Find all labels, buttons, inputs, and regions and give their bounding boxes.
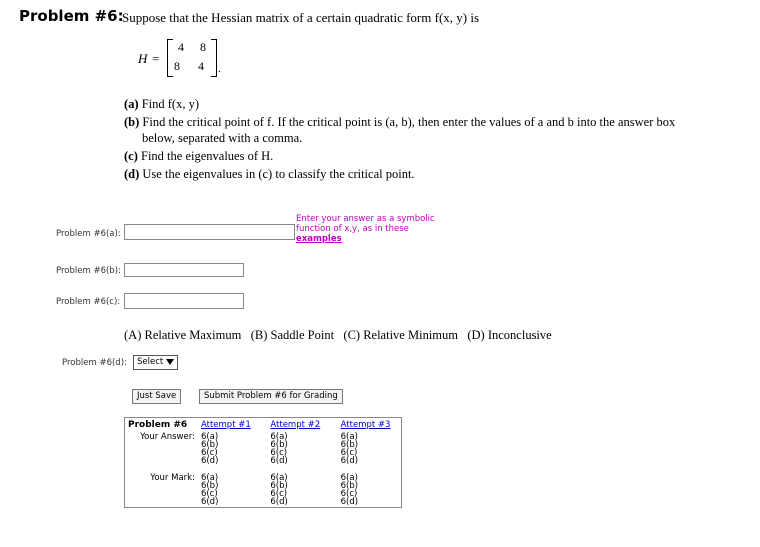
problem-parts [124,96,724,184]
answer-a-input[interactable] [124,224,295,240]
matrix-cell: 8 [200,40,206,54]
answer-b-input[interactable] [124,263,244,277]
your-answer-row [125,432,402,466]
attempt-1-link[interactable]: Attempt #1 [200,420,251,430]
select-value: Select [137,357,164,367]
part-d: (d) Use the eigenvalues in (c) to classify the critical point. [124,167,415,181]
attempts-header: Problem #6 [128,420,188,430]
answer-b-label: Problem #6(b): [56,266,121,276]
matrix-equals: = [152,51,160,66]
matrix-period: . [218,63,221,75]
classification-choices: (A) Relative Maximum (B) Saddle Point (C) Relative Minimum (D) Inconclusive [124,328,552,342]
problem-title: Problem #6: [19,7,124,25]
attempt-2-marks: 6(a) 6(b) 6(c) 6(d) [270,473,288,507]
part-c: (c) Find the eigenvalues of H. [124,149,274,163]
submit-button[interactable]: Submit Problem #6 for Grading [199,389,343,404]
left-bracket [167,39,173,77]
matrix-cell: 8 [174,59,180,73]
answer-a-label: Problem #6(a): [56,229,121,239]
your-mark-row [125,466,402,508]
answer-c-label: Problem #6(c): [56,297,121,307]
just-save-button[interactable]: Just Save [132,389,181,404]
problem-intro: Suppose that the Hessian matrix of a certain quadratic form f(x, y) is [122,10,480,25]
part-a: (a) Find f(x, y) [124,97,199,111]
chevron-down-icon [166,359,174,365]
attempt-2-link[interactable]: Attempt #2 [270,420,321,430]
part-b: (b) Find the critical point of f. If the critical point is (a, b), then enter the values of a and b into the answer box below, separated with a comma. [124,115,676,145]
attempt-1-marks: 6(a) 6(b) 6(c) 6(d) [200,473,219,507]
matrix-cell: 4 [198,59,204,73]
attempt-1-answers: 6(a) 6(b) 6(c) 6(d) [200,432,219,466]
attempt-3-link[interactable]: Attempt #3 [340,420,391,430]
answer-d-select[interactable] [133,355,178,370]
input-hint: Enter your answer as a symbolic function of x,y, as in these examples [296,214,435,244]
your-answer-label: Your Answer: [140,432,195,442]
matrix-cell: 4 [178,40,184,54]
attempt-3-answers: 6(a) 6(b) 6(c) 6(d) [340,432,359,466]
hessian-matrix [138,39,228,79]
answer-c-input[interactable] [124,293,244,309]
matrix-label: H [138,51,148,66]
right-bracket [211,39,217,77]
attempt-3-marks: 6(a) 6(b) 6(c) 6(d) [340,473,359,507]
answer-d-label: Problem #6(d): [62,358,127,368]
attempt-2-answers: 6(a) 6(b) 6(c) 6(d) [270,432,288,466]
attempts-table [124,417,402,508]
your-mark-label: Your Mark: [150,473,195,483]
attempts-header-row [125,418,402,433]
examples-link[interactable]: examples [296,234,342,244]
